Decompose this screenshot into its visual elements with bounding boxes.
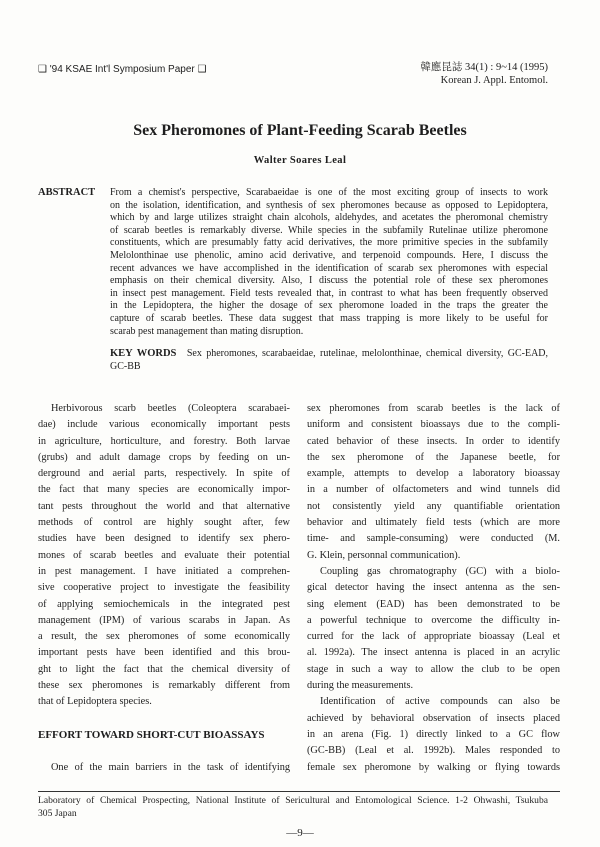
body-line: (GC-BB) (Leal et al. 1992b). Males responded to (307, 745, 560, 757)
page-number: —9— (286, 827, 314, 839)
keywords-block (110, 347, 548, 373)
keywords-text: Sex pheromones, scarabaeidae, rutelinae, melolonthinae, chemical diversity, GC-EAD, (186, 348, 549, 359)
body-line: Herbivorous scarb beetles (Coleoptera scarabaei- (51, 403, 290, 414)
body-line: al. 1992a). The insect antenna is placed in an acrylic (307, 647, 560, 659)
body-line: in a number of olfactometers and wind tunnels did (307, 484, 560, 496)
body-line: that of Lepidoptera species. (38, 696, 152, 708)
body-line: in agriculture, horticulture, and forestry. Both larvae (38, 435, 290, 447)
author-name: Walter Soares Leal (253, 155, 347, 166)
body-line: (grubs) and adult damage crops by feeding on un- (38, 451, 290, 463)
abstract-line: capture of scarab beetles. These data suggest that mass trapping is more likely to be useful for (110, 312, 548, 324)
body-line: sive cooperative project to investigate the feasibility (38, 582, 290, 594)
body-line: not consistently yield any quantifiable orientation (307, 500, 560, 512)
body-line: G. Klein, personnal communication). (307, 549, 461, 561)
body-line: example, attempts to develop a laboratory bioassay (307, 468, 560, 480)
abstract-line: From a chemist's perspective, Scarabaeidae is one of the most exciting group of insects to work (110, 187, 548, 198)
body-line: management (IPM) of various scarabs in Japan. As (38, 614, 290, 626)
body-line: dae) include various economically important pests (38, 419, 290, 431)
abstract-line: recent advances we have accomplished in the identification of scarab sex pheromones with especial (110, 262, 548, 274)
body-line: curred for the lack of appropriate bioassay (Leal et (307, 631, 560, 643)
body-line: the sex pheromone of the Japanese beetle, for (307, 451, 560, 463)
body-line: the fact that many species are economically impor- (38, 484, 290, 496)
body-line: stage in such a way to allow the club to be open (307, 663, 560, 675)
abstract-line: on the isolation, identification, and synthesis of sex pheromones because as opposed to Lepidoptera, (110, 199, 548, 211)
right-paragraph-1 (307, 401, 560, 564)
body-line: methods of control are highly sought after, few (38, 517, 290, 529)
body-line: female sex pheromone by walking or flying towards (307, 761, 560, 773)
right-paragraph-2 (307, 564, 560, 694)
abstract-body (110, 187, 548, 338)
body-line: tant pests throughout the world and that alternative (38, 500, 290, 512)
journal-citation: 韓應昆誌 34(1) : 9~14 (1995) (420, 62, 548, 73)
body-line: of applying semiochemicals in the integrated pest (38, 598, 290, 610)
journal-header (420, 61, 548, 87)
right-column (307, 401, 560, 776)
body-line: these sex pheromones is remarkably different from (38, 680, 290, 692)
abstract-line: which by and large utilizes straight chain alcohols, aldehydes, and acetates the pheromonal chemistry (110, 212, 548, 224)
right-paragraph-3 (307, 694, 560, 775)
symposium-label: ❑ '94 KSAE Int'l Symposium Paper ❑ (38, 64, 207, 75)
body-line: in pest management. I have initiated a comprehen- (38, 565, 290, 577)
body-line: cated behavior of these insects. In order to identify (307, 435, 560, 447)
abstract-line: emphasis on their chemical diversity. Also, I discuss the potential role of these sex pheromones (110, 275, 548, 287)
section-heading: EFFORT TOWARD SHORT-CUT BIOASSAYS (38, 729, 265, 741)
abstract-line: constituents, which are presumably fatty acid derivatives, the more primitive species in the subfamily (110, 237, 548, 249)
abstract-line: Melolonthinae use phenolic, amino acid derivative, and terpenoid compounds. Here, I discuss the (110, 249, 548, 261)
abstract-line: in insect pest management. Field tests revealed that, in contrast to what has been frequently observed (110, 287, 548, 299)
body-line: sing element (EAD) has been demonstrated to be (307, 598, 560, 610)
footnote-line: Laboratory of Chemical Prospecting, National Institute of Sericultural and Entomological Science. 1-2 Ohwashi, Tsukuba (38, 795, 548, 806)
affiliation-footnote (38, 795, 548, 820)
intro-paragraph (38, 401, 290, 711)
body-line: a powerful technique to overcome the difficulty in- (307, 614, 560, 626)
body-line: mones of scarab beetles and evaluate their potential (38, 549, 290, 561)
body-line: in an arena (Fig. 1) directly linked to a GC flow (307, 728, 560, 740)
article-title: Sex Pheromones of Plant-Feeding Scarab Beetles (133, 122, 467, 139)
body-line: Identification of active compounds can also be (320, 696, 560, 708)
body-line: important pests have been identified and this brou- (38, 647, 290, 659)
keywords-text-continued: GC-BB (110, 361, 141, 372)
body-line: achieved by behavioral observation of insects placed (307, 712, 560, 724)
body-line: derground and aerial parts, respectively. In spite of (38, 468, 290, 480)
footnote-line: 305 Japan (38, 807, 77, 819)
keywords-label: KEY WORDS (110, 348, 177, 359)
journal-name: Korean J. Appl. Entomol. (440, 75, 548, 86)
body-line: during the measurements. (307, 680, 414, 692)
footnote-divider (38, 791, 560, 792)
keywords-line (110, 347, 548, 360)
body-line: One of the main barriers in the task of identifying (51, 762, 290, 773)
abstract-line: scarab pest management than mating disruption. (110, 325, 304, 337)
body-line: uniform and consistent bioassays due to the compli- (307, 419, 560, 431)
abstract-line: of scarab beetles is remarkably diverse. While species in the subfamily Rutelinae utilize pheromone (110, 224, 548, 236)
body-line: behavior and ultimately field tests (which are more (307, 517, 560, 529)
body-line: time- and sample-consuming) were conducted (M. (307, 533, 560, 545)
body-line: studies have been designed to identify sex phero- (38, 533, 290, 545)
body-line: ght to light the fact that the chemical diversity of (38, 663, 290, 675)
body-line: Coupling gas chromatography (GC) with a biolo- (320, 565, 560, 577)
abstract-line: in the Lepidoptera, the higher the dosage of sex pheromone loaded in the traps the greater the (110, 300, 548, 312)
body-line: gical detector having the insect antenna as the sen- (307, 582, 560, 594)
body-line: sex pheromones from scarab beetles is the lack of (307, 403, 560, 414)
abstract-label: ABSTRACT (38, 187, 96, 198)
body-line: a result, the sex pheromones of some economically (38, 631, 290, 643)
section-paragraph (38, 760, 290, 776)
